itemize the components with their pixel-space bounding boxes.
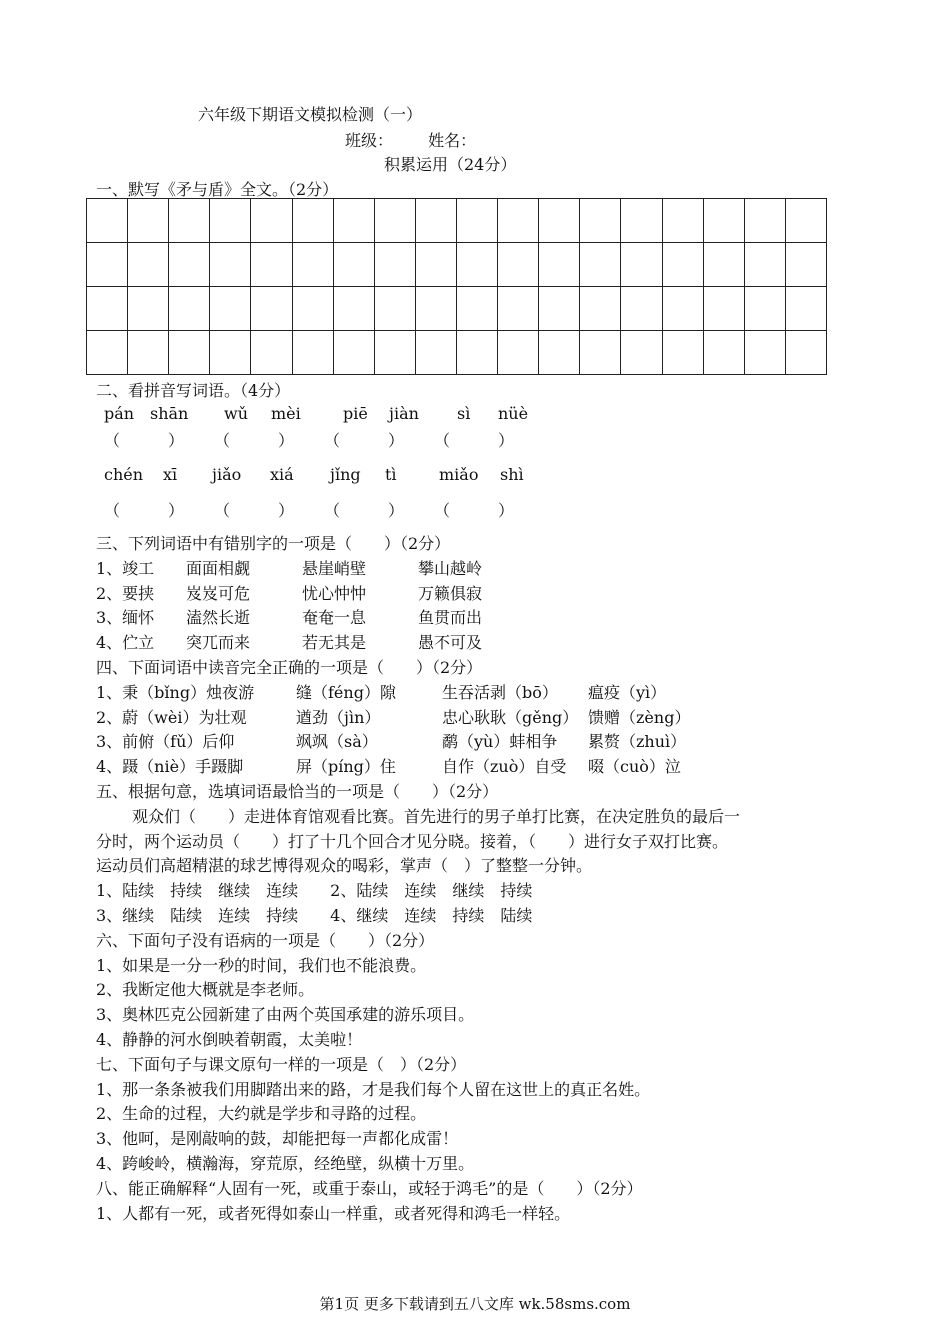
- class-label: 班级：: [345, 131, 394, 150]
- question-4-option: [96, 755, 876, 780]
- answer-bracket[interactable]: （ ）: [214, 431, 295, 450]
- option-term: 生吞活剥（bō）: [442, 682, 558, 702]
- pinyin-syllable: piē: [343, 404, 368, 423]
- question-7-option: 1、那一条条被我们用脚踏出来的路，才是我们每个人留在这世上的真正名姓。: [96, 1079, 651, 1099]
- option-term: 悬崖峭壁: [302, 558, 367, 578]
- grid-cell[interactable]: [210, 199, 251, 243]
- question-7-option: 2、生命的过程，大约就是学步和寻路的过程。: [96, 1104, 427, 1124]
- grid-cell[interactable]: [87, 199, 128, 243]
- section-title: 积累运用（24分）: [384, 155, 517, 174]
- option-term: 3、前俯（fǔ）后仰: [96, 732, 235, 752]
- grid-cell[interactable]: [580, 331, 621, 375]
- grid-cell[interactable]: [663, 287, 704, 331]
- question-5-passage: 运动员们高超精湛的球艺博得观众的喝彩，掌声（ ）了整整一分钟。: [96, 856, 593, 876]
- grid-cell[interactable]: [457, 243, 498, 287]
- pinyin-syllable: jǐng: [330, 465, 361, 484]
- question-5-option: 1、陆续 持续 继续 连续 2、陆续 连续 继续 持续: [96, 881, 533, 901]
- grid-cell[interactable]: [704, 287, 745, 331]
- grid-cell[interactable]: [128, 287, 169, 331]
- grid-cell[interactable]: [169, 199, 210, 243]
- option-term: 3、缅怀: [96, 608, 155, 628]
- question-1: 一、默写《矛与盾》全文。（2分）: [96, 180, 339, 199]
- question-7: 七、下面句子与课文原句一样的一项是（ ）（2分）: [96, 1054, 467, 1074]
- answer-bracket[interactable]: （ ）: [214, 501, 295, 520]
- grid-cell[interactable]: [786, 243, 827, 287]
- question-4-option: [96, 681, 876, 706]
- grid-cell[interactable]: [334, 243, 375, 287]
- grid-cell[interactable]: [169, 331, 210, 375]
- question-6-option: 3、奥林匹克公园新建了由两个英国承建的游乐项目。: [96, 1005, 475, 1025]
- question-8-option: 1、人都有一死，或者死得如泰山一样重，或者死得和鸿毛一样轻。: [96, 1203, 571, 1223]
- grid-cell[interactable]: [334, 331, 375, 375]
- pinyin-syllable: mèi: [271, 404, 301, 423]
- option-term: 瘟疫（yì）: [588, 682, 667, 702]
- option-term: 愚不可及: [418, 633, 483, 653]
- grid-cell[interactable]: [786, 199, 827, 243]
- grid-cell[interactable]: [87, 287, 128, 331]
- grid-cell[interactable]: [580, 243, 621, 287]
- grid-cell[interactable]: [334, 199, 375, 243]
- pinyin-syllable: shān: [150, 404, 189, 423]
- answer-bracket[interactable]: （ ）: [434, 431, 515, 450]
- grid-cell[interactable]: [498, 331, 539, 375]
- option-term: 面面相觑: [186, 558, 251, 578]
- pinyin-syllable: shì: [500, 465, 524, 484]
- grid-cell[interactable]: [210, 243, 251, 287]
- grid-cell[interactable]: [251, 243, 292, 287]
- question-3-option: [96, 582, 876, 607]
- question-7-option: 4、跨峻岭，横瀚海，穿荒原，经绝壁，纵横十万里。: [96, 1153, 475, 1173]
- option-term: 溘然长逝: [186, 608, 251, 628]
- option-term: 2、要挟: [96, 583, 155, 603]
- question-3-option: [96, 557, 876, 582]
- option-term: 忧心忡忡: [302, 583, 367, 603]
- option-term: 突兀而来: [186, 633, 251, 653]
- grid-cell[interactable]: [663, 331, 704, 375]
- grid-cell[interactable]: [251, 287, 292, 331]
- grid-cell[interactable]: [704, 331, 745, 375]
- grid-cell[interactable]: [539, 331, 580, 375]
- option-term: 缝（féng）隙: [296, 682, 396, 702]
- writing-grid: [86, 198, 827, 375]
- pinyin-syllable: tì: [385, 465, 397, 484]
- grid-cell[interactable]: [87, 331, 128, 375]
- option-term: 鱼贯而出: [418, 608, 483, 628]
- answer-bracket[interactable]: （ ）: [434, 501, 515, 520]
- option-term: 馈赠（zèng）: [588, 707, 691, 727]
- grid-cell[interactable]: [786, 331, 827, 375]
- answer-bracket[interactable]: （ ）: [104, 501, 185, 520]
- option-term: 屏（píng）住: [296, 757, 396, 777]
- grid-cell[interactable]: [210, 287, 251, 331]
- grid-cell[interactable]: [704, 243, 745, 287]
- grid-cell[interactable]: [457, 287, 498, 331]
- grid-cell[interactable]: [457, 199, 498, 243]
- question-6: 六、下面句子没有语病的一项是（ ）（2分）: [96, 930, 435, 950]
- option-term: 岌岌可危: [186, 583, 251, 603]
- grid-cell[interactable]: [128, 243, 169, 287]
- question-6-option: 2、我断定他大概就是李老师。: [96, 980, 315, 1000]
- grid-cell[interactable]: [375, 287, 416, 331]
- grid-cell[interactable]: [416, 199, 457, 243]
- option-term: 攀山越岭: [418, 558, 483, 578]
- question-5-passage: 观众们（ ）走进体育馆观看比赛。首先进行的男子单打比赛，在决定胜负的最后一: [132, 806, 741, 826]
- option-term: 4、蹑（niè）手蹑脚: [96, 757, 244, 777]
- option-term: 4、伫立: [96, 633, 155, 653]
- grid-cell[interactable]: [498, 243, 539, 287]
- grid-cell[interactable]: [539, 243, 580, 287]
- grid-cell[interactable]: [293, 243, 334, 287]
- grid-cell[interactable]: [498, 199, 539, 243]
- grid-cell[interactable]: [786, 287, 827, 331]
- grid-cell[interactable]: [580, 287, 621, 331]
- question-2: 二、看拼音写词语。（4分）: [96, 381, 291, 400]
- grid-cell[interactable]: [745, 199, 786, 243]
- grid-cell[interactable]: [621, 287, 662, 331]
- grid-cell[interactable]: [416, 243, 457, 287]
- question-5-passage: 分时，两个运动员（ ）打了十几个回合才见分晓。接着，（ ）进行女子双打比赛。: [96, 831, 729, 851]
- pinyin-syllable: xī: [163, 465, 178, 484]
- option-term: 忠心耿耿（gěng）: [442, 707, 579, 727]
- question-7-option: 3、他呵，是刚敲响的鼓，却能把每一声都化成雷！: [96, 1129, 459, 1149]
- grid-cell[interactable]: [663, 243, 704, 287]
- grid-cell[interactable]: [580, 199, 621, 243]
- grid-cell[interactable]: [375, 243, 416, 287]
- option-term: 奄奄一息: [302, 608, 367, 628]
- question-4-option: [96, 730, 876, 755]
- grid-cell[interactable]: [334, 287, 375, 331]
- grid-cell[interactable]: [375, 331, 416, 375]
- page-title: 六年级下期语文模拟检测（一）: [198, 105, 423, 124]
- answer-bracket[interactable]: （ ）: [104, 431, 185, 450]
- pinyin-syllable: nüè: [498, 404, 529, 423]
- grid-cell[interactable]: [87, 243, 128, 287]
- grid-cell[interactable]: [169, 287, 210, 331]
- pinyin-syllable: chén: [104, 465, 144, 484]
- grid-cell[interactable]: [745, 243, 786, 287]
- grid-cell[interactable]: [457, 331, 498, 375]
- page-footer: 第1页 更多下载请到五八文库 wk.58sms.com: [319, 1295, 631, 1313]
- pinyin-syllable: jiàn: [389, 404, 419, 423]
- option-term: 啜（cuò）泣: [588, 757, 681, 777]
- grid-cell[interactable]: [745, 287, 786, 331]
- grid-cell[interactable]: [621, 331, 662, 375]
- question-4-option: [96, 706, 876, 731]
- grid-cell[interactable]: [416, 331, 457, 375]
- option-term: 累赘（zhuì）: [588, 732, 687, 752]
- pinyin-syllable: xiá: [270, 465, 294, 484]
- pinyin-syllable: wǔ: [224, 404, 248, 423]
- grid-cell[interactable]: [128, 331, 169, 375]
- grid-cell[interactable]: [128, 199, 169, 243]
- question-8: 八、能正确解释“人固有一死，或重于泰山，或轻于鸿毛”的是（ ）（2分）: [96, 1178, 643, 1198]
- option-term: 鹬（yù）蚌相争: [442, 732, 558, 752]
- option-term: 1、秉（bǐng）烛夜游: [96, 682, 255, 702]
- grid-cell[interactable]: [293, 199, 334, 243]
- grid-cell[interactable]: [539, 199, 580, 243]
- option-term: 1、竣工: [96, 558, 155, 578]
- option-term: 2、蔚（wèi）为壮观: [96, 707, 247, 727]
- grid-cell[interactable]: [498, 287, 539, 331]
- question-3-option: [96, 631, 876, 656]
- grid-cell[interactable]: [539, 287, 580, 331]
- questions-body: [96, 532, 876, 1226]
- option-term: 遒劲（jìn）: [296, 707, 381, 727]
- grid-cell[interactable]: [704, 199, 745, 243]
- question-6-option: 4、静静的河水倒映着朝霞，太美啦！: [96, 1029, 363, 1049]
- question-6-option: 1、如果是一分一秒的时间，我们也不能浪费。: [96, 955, 427, 975]
- question-3: 三、下列词语中有错别字的一项是（ ）（2分）: [96, 534, 451, 553]
- grid-cell[interactable]: [745, 331, 786, 375]
- class-name-line: [345, 128, 506, 151]
- question-5-option: 3、继续 陆续 连续 持续 4、继续 连续 持续 陆续: [96, 905, 533, 925]
- grid-cell[interactable]: [210, 331, 251, 375]
- grid-cell[interactable]: [251, 199, 292, 243]
- grid-cell[interactable]: [293, 287, 334, 331]
- pinyin-syllable: pán: [104, 404, 135, 423]
- answer-bracket[interactable]: （ ）: [324, 501, 405, 520]
- question-5: 五、根据句意，选填词语最恰当的一项是（ ）（2分）: [96, 781, 499, 801]
- grid-cell[interactable]: [375, 199, 416, 243]
- pinyin-syllable: miǎo: [439, 465, 479, 484]
- name-label: 姓名：: [428, 131, 477, 150]
- grid-cell[interactable]: [621, 199, 662, 243]
- pinyin-syllable: sì: [457, 404, 471, 423]
- option-term: 若无其是: [302, 633, 367, 653]
- pinyin-syllable: jiǎo: [212, 465, 242, 484]
- grid-cell[interactable]: [169, 243, 210, 287]
- answer-bracket[interactable]: （ ）: [324, 431, 405, 450]
- question-3-option: [96, 606, 876, 631]
- grid-cell[interactable]: [293, 331, 334, 375]
- grid-cell[interactable]: [251, 331, 292, 375]
- grid-cell[interactable]: [621, 243, 662, 287]
- grid-cell[interactable]: [416, 287, 457, 331]
- option-term: 飒飒（sà）: [296, 732, 378, 752]
- option-term: 万籁俱寂: [418, 583, 483, 603]
- question-4: 四、下面词语中读音完全正确的一项是（ ）（2分）: [96, 657, 483, 677]
- option-term: 自作（zuò）自受: [442, 757, 567, 777]
- grid-cell[interactable]: [663, 199, 704, 243]
